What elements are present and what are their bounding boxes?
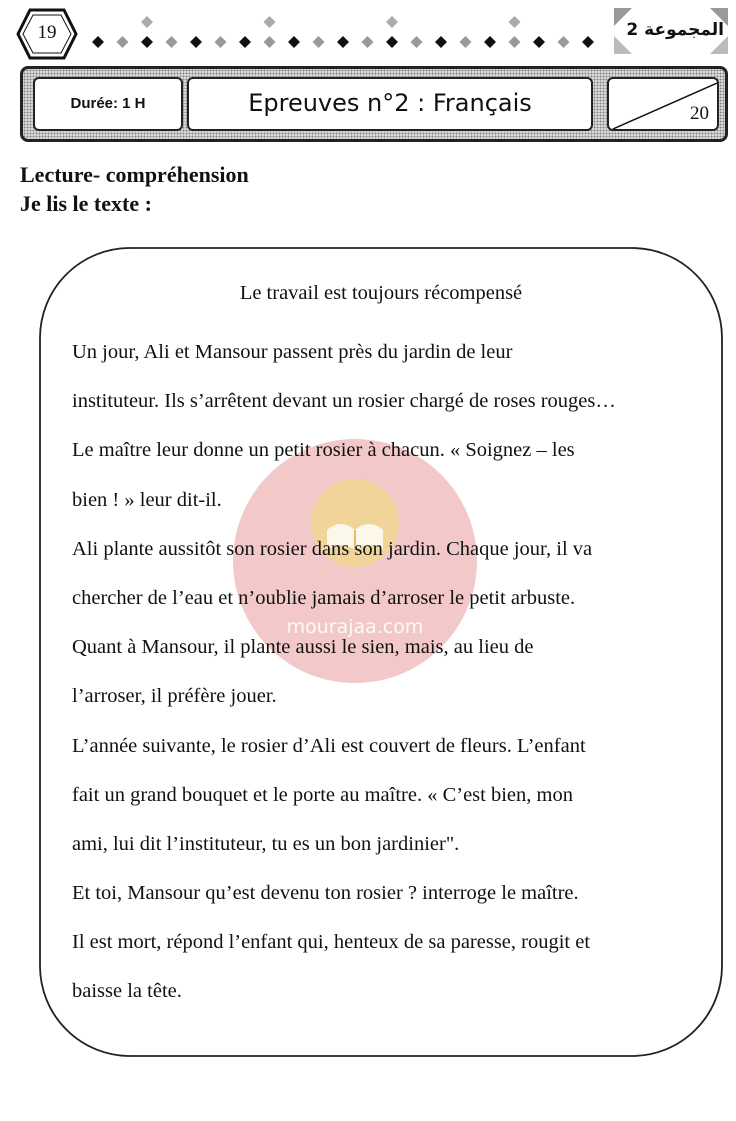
ornament-diamond-icon: [141, 16, 153, 28]
score-box: [607, 77, 719, 131]
section-heading: [20, 160, 249, 218]
ornament-diamond-icon: [264, 36, 276, 48]
exam-title-bar: [20, 66, 728, 142]
ornament-diamond-icon: [582, 36, 594, 48]
group-label-text: المجموعة 2: [626, 20, 724, 40]
ornament-diamond-icon: [386, 16, 398, 28]
reading-line: bien ! » leur dit-il.: [72, 488, 222, 511]
duration-text: Durée: 1 H: [70, 95, 146, 112]
duration-box: [33, 77, 183, 131]
reading-line: Quant à Mansour, il plante aussi le sien, mais, au lieu de: [72, 636, 534, 659]
page-number-badge: [16, 8, 78, 60]
group-label: [612, 6, 730, 56]
ornament-diamond-icon: [117, 36, 129, 48]
reading-line: L’année suivante, le rosier d’Ali est couvert de fleurs. L’enfant: [72, 734, 586, 757]
reading-line: Et toi, Mansour qu’est devenu ton rosier ? interroge le maître.: [72, 882, 579, 905]
reading-line: Ali plante aussitôt son rosier dans son jardin. Chaque jour, il va: [72, 537, 593, 560]
reading-body: [72, 337, 712, 1026]
ornament-diamond-icon: [362, 36, 374, 48]
ornament-diamond-icon: [484, 36, 496, 48]
reading-title: Le travail est toujours récompensé: [239, 282, 523, 304]
ornament-diamond-icon: [509, 16, 521, 28]
ornament-diamond-icon: [337, 36, 349, 48]
reading-text-frame: [38, 246, 724, 1058]
ornament-diamond-icon: [166, 36, 178, 48]
reading-line: fait un grand bouquet et le porte au maître. « C’est bien, mon: [72, 783, 573, 806]
reading-line: Il est mort, répond l’enfant qui, henteux de sa paresse, rougit et: [72, 931, 591, 954]
reading-line: Le maître leur donne un petit rosier à chacun. « Soignez – les: [72, 439, 575, 462]
ornament-diamond-icon: [558, 36, 570, 48]
section-subtitle: Je lis le texte :: [20, 191, 152, 216]
ornament-diamond-icon: [411, 36, 423, 48]
ornament-diamond-icon: [141, 36, 153, 48]
ornament-diamond-icon: [92, 36, 104, 48]
ornament-diamond-icon: [533, 36, 545, 48]
section-title: Lecture- compréhension: [20, 162, 249, 187]
ornament-diamond-icon: [288, 36, 300, 48]
reading-line: Un jour, Ali et Mansour passent près du jardin de leur: [72, 341, 513, 363]
ornament-diamond-icon: [460, 36, 472, 48]
reading-line: ami, lui dit l’instituteur, tu es un bon jardinier".: [72, 832, 460, 855]
ornament-diamond-icon: [215, 36, 227, 48]
exam-title: Epreuves n°2 : Français: [248, 89, 532, 117]
page-number: 19: [37, 22, 57, 43]
reading-line: l’arroser, il préfère jouer.: [72, 685, 277, 708]
score-total: 20: [690, 103, 709, 124]
reading-line: baisse la tête.: [72, 980, 182, 1003]
watermark-text: mourajaa.com: [286, 616, 424, 638]
ornament-diamond-icon: [239, 36, 251, 48]
ornament-diamond-icon: [313, 36, 325, 48]
reading-line: chercher de l’eau et n’oublie jamais d’arroser le petit arbuste.: [72, 586, 576, 609]
ornament-diamond-icon: [264, 16, 276, 28]
ornament-diamond-icon: [509, 36, 521, 48]
ornament-diamond-icon: [190, 36, 202, 48]
ornament-diamond-row: [88, 14, 608, 54]
ornament-diamond-icon: [435, 36, 447, 48]
reading-line: instituteur. Ils s’arrêtent devant un rosier chargé de roses rouges…: [72, 390, 616, 413]
ornament-diamond-icon: [386, 36, 398, 48]
exam-title-box: [187, 77, 593, 131]
